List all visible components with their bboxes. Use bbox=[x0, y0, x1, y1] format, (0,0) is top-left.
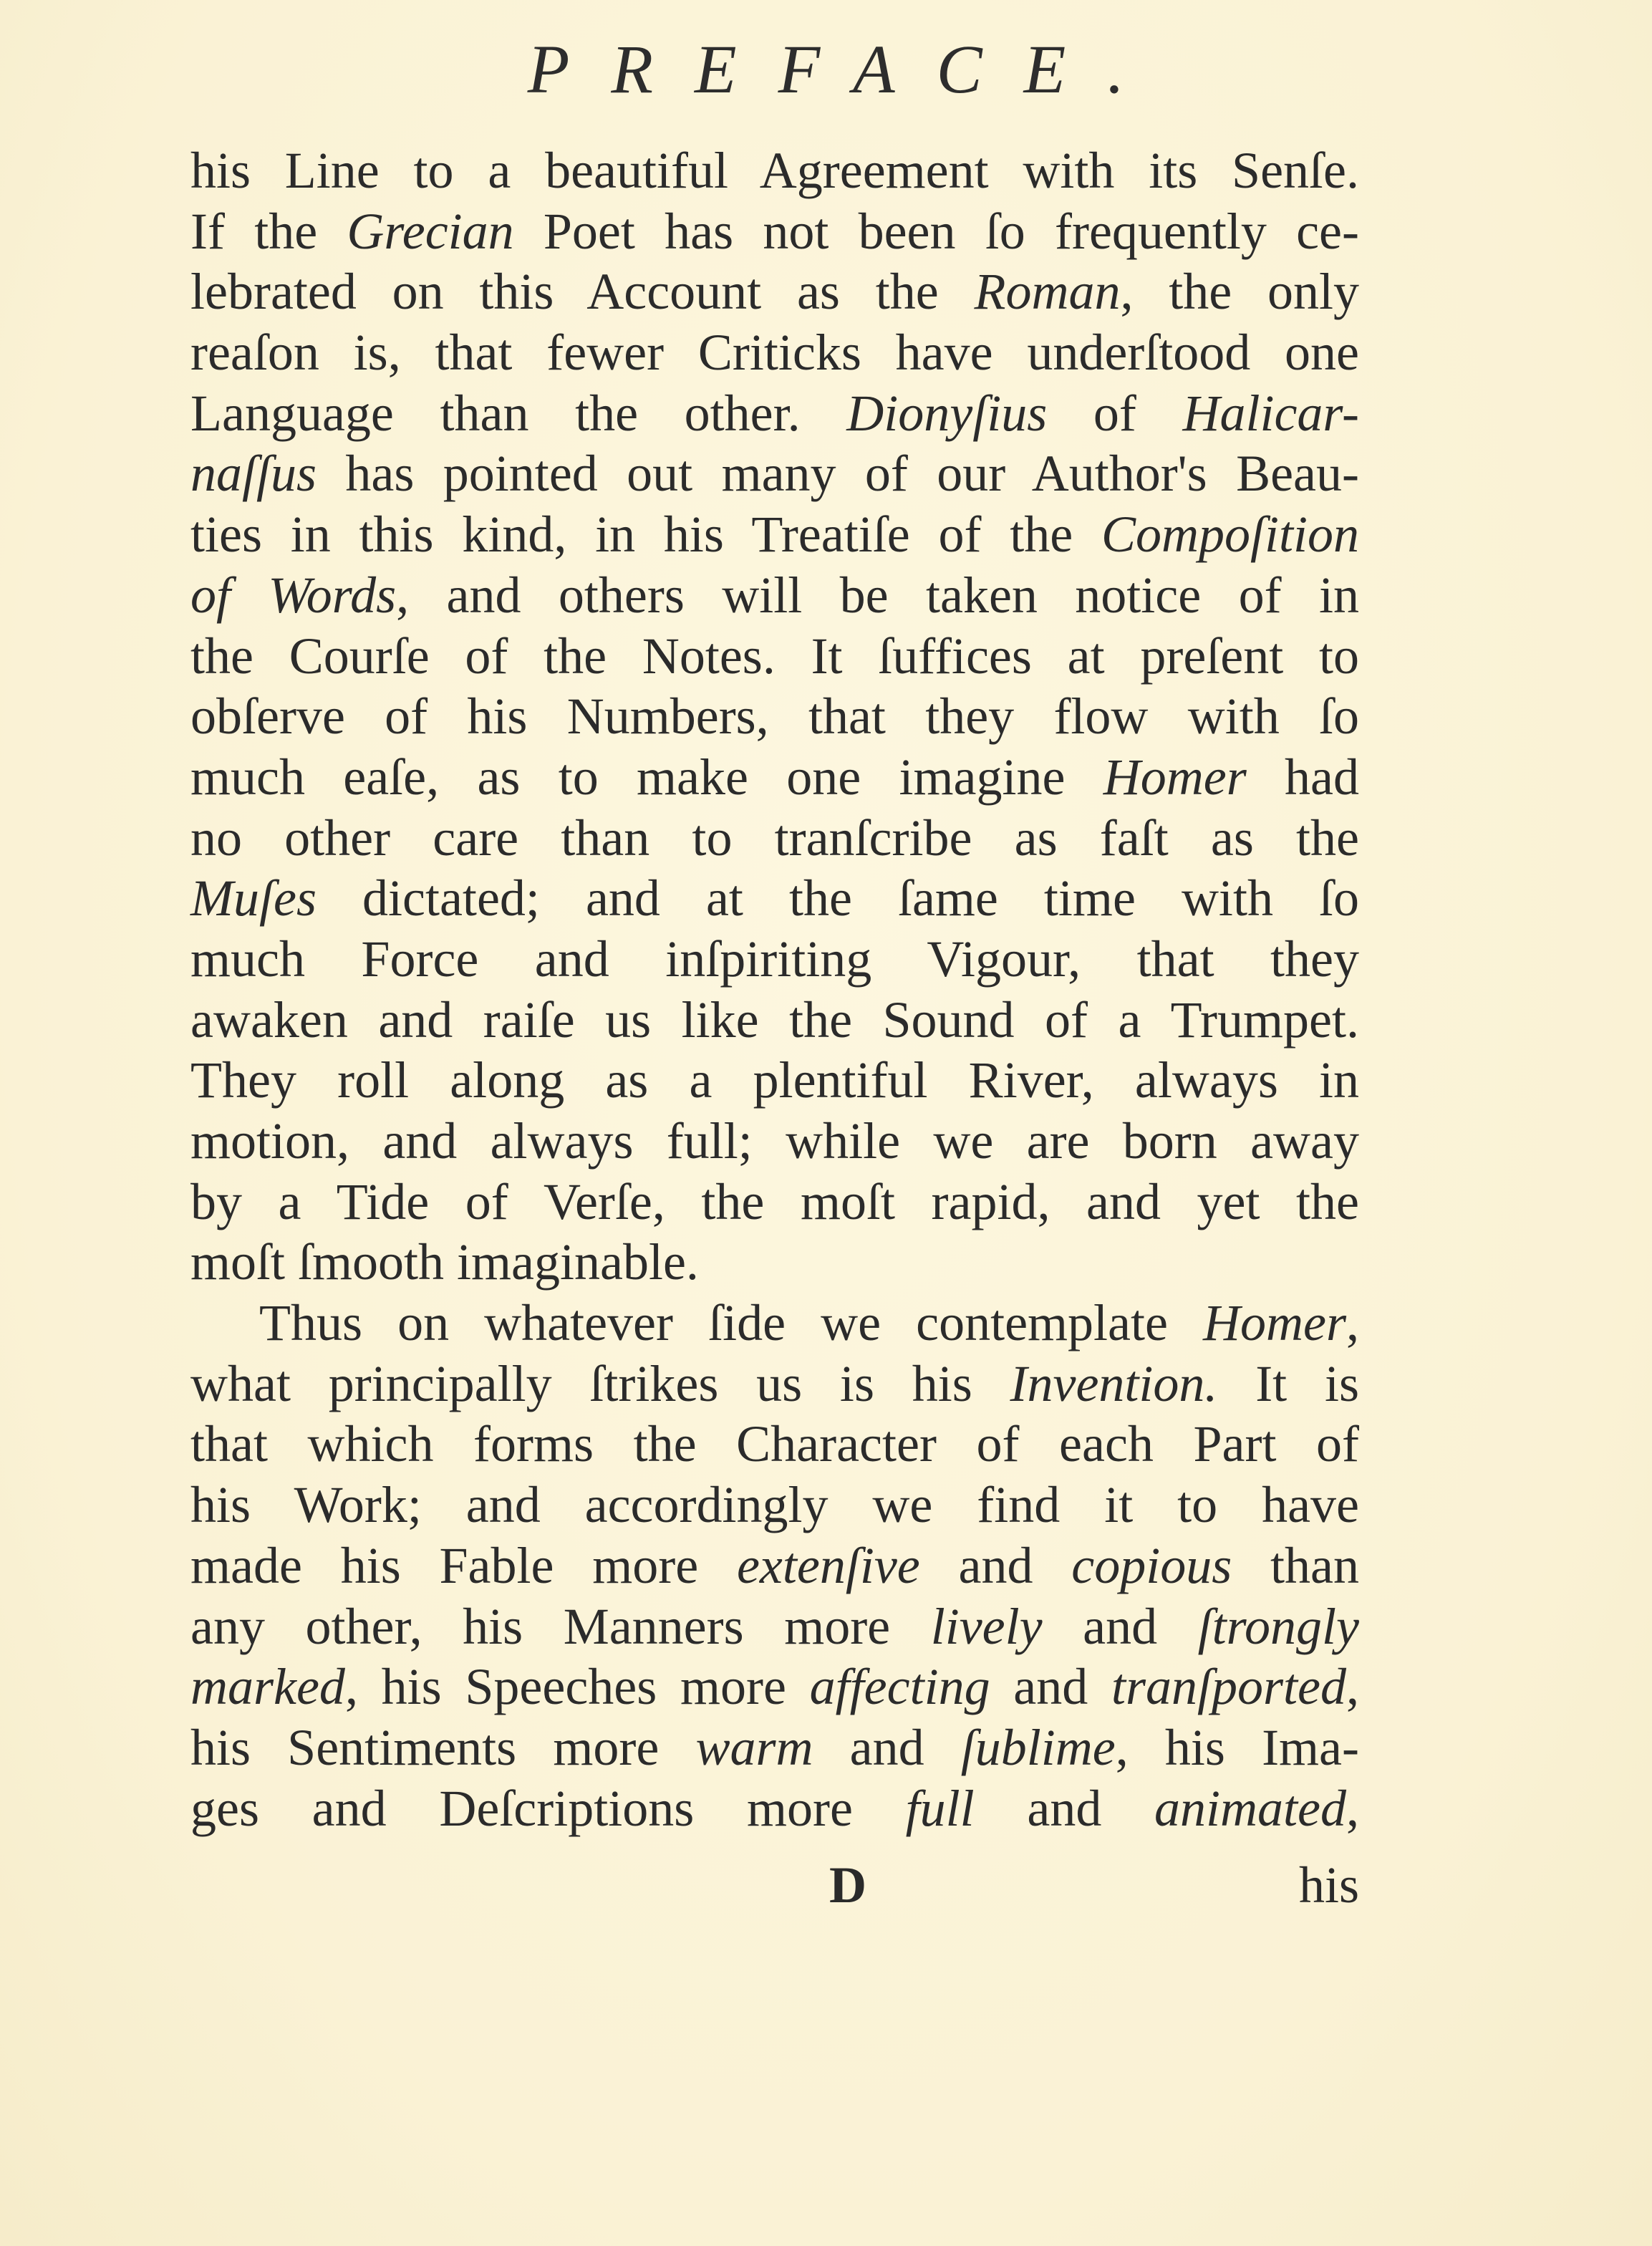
text-run: , bbox=[1346, 1294, 1359, 1352]
text-run: and bbox=[919, 1536, 1072, 1594]
text-line bbox=[190, 929, 1359, 990]
text-run: Poet has not been ſo frequently ce- bbox=[513, 202, 1359, 260]
text-run: ges and Deſcriptions more bbox=[190, 1779, 906, 1837]
italic-run: ſtrongly bbox=[1197, 1597, 1359, 1655]
text-run: , bbox=[1346, 1779, 1359, 1837]
italic-run: Homer bbox=[1103, 748, 1247, 806]
text-line bbox=[190, 1475, 1359, 1536]
text-line bbox=[190, 1596, 1359, 1657]
text-run: If the bbox=[190, 202, 347, 260]
text-run: , bbox=[1346, 1658, 1359, 1716]
text-run: of bbox=[1047, 384, 1183, 442]
text-run: and bbox=[974, 1779, 1155, 1837]
text-run: dictated; and at the ſame time with ſo bbox=[316, 869, 1359, 927]
text-line bbox=[190, 140, 1359, 201]
text-run: his Sentiments more bbox=[190, 1718, 696, 1776]
page-footer bbox=[190, 1855, 1359, 1919]
text-run: , the only bbox=[1120, 263, 1360, 321]
text-line bbox=[190, 565, 1359, 626]
running-head: PREFACE. bbox=[527, 31, 1166, 107]
text-run: much eaſe, as to make one imagine bbox=[190, 748, 1103, 806]
text-line bbox=[190, 686, 1359, 747]
italic-run: Muſes bbox=[190, 869, 317, 927]
text-line bbox=[190, 1717, 1359, 1778]
text-run: , his Speeches more bbox=[344, 1658, 810, 1716]
italic-run: full bbox=[905, 1779, 975, 1837]
text-run: reaſon is, that fewer Criticks have underſtood one bbox=[190, 324, 1359, 382]
text-run: and bbox=[813, 1718, 961, 1776]
text-run: the Courſe of the Notes. It ſuffices at preſent to bbox=[190, 627, 1359, 685]
text-line bbox=[190, 443, 1359, 504]
text-run: made his Fable more bbox=[190, 1536, 737, 1594]
text-line bbox=[190, 747, 1359, 808]
text-run: and bbox=[990, 1658, 1111, 1716]
italic-run: Roman bbox=[974, 263, 1121, 321]
text-run: has pointed out many of our Author's Beau- bbox=[317, 445, 1359, 503]
text-run: any other, his Manners more bbox=[190, 1597, 931, 1655]
italic-run: extenſive bbox=[736, 1536, 920, 1594]
text-run: , and others will be taken notice of in bbox=[396, 566, 1359, 624]
text-run: awaken and raiſe us like the Sound of a Trumpet. bbox=[190, 991, 1359, 1049]
text-run: much Force and inſpiriting Vigour, that they bbox=[190, 930, 1359, 988]
text-line bbox=[190, 1172, 1359, 1233]
italic-run: Dionyſius bbox=[846, 384, 1048, 442]
italic-run: lively bbox=[930, 1597, 1043, 1655]
text-run: motion, and always full; while we are born away bbox=[190, 1112, 1359, 1170]
text-line bbox=[190, 1414, 1359, 1475]
text-run: no other care than to tranſcribe as faſt as the bbox=[190, 809, 1359, 867]
text-line bbox=[190, 1778, 1359, 1839]
text-run: , his Ima- bbox=[1115, 1718, 1359, 1776]
italic-run: of Words bbox=[190, 566, 397, 624]
text-line bbox=[190, 383, 1359, 444]
text-line bbox=[190, 868, 1359, 929]
italic-run: Halicar- bbox=[1182, 384, 1359, 442]
text-line bbox=[190, 261, 1359, 322]
italic-run: ſublime bbox=[960, 1718, 1116, 1776]
text-line bbox=[190, 1293, 1359, 1354]
catchword: his bbox=[1298, 1856, 1359, 1914]
text-run: It is bbox=[1217, 1354, 1359, 1412]
text-line bbox=[190, 1354, 1359, 1414]
text-line bbox=[190, 1657, 1359, 1717]
italic-run: Invention. bbox=[1010, 1354, 1218, 1412]
text-line bbox=[190, 1232, 1359, 1293]
text-run: obſerve of his Numbers, that they flow with ſo bbox=[190, 688, 1359, 746]
text-run: Language than the other. bbox=[190, 384, 847, 442]
italic-run: affecting bbox=[809, 1658, 990, 1716]
text-run: ties in this kind, in his Treatiſe of the bbox=[190, 506, 1101, 564]
italic-run: copious bbox=[1071, 1536, 1232, 1594]
text-run: and bbox=[1042, 1597, 1198, 1655]
italic-run: marked bbox=[190, 1658, 345, 1716]
italic-run: animated bbox=[1154, 1779, 1346, 1837]
italic-run: warm bbox=[695, 1718, 813, 1776]
text-run: moſt ſmooth imaginable. bbox=[190, 1233, 699, 1291]
italic-run: tranſported bbox=[1111, 1658, 1346, 1716]
text-run: his Work; and accordingly we find it to have bbox=[190, 1476, 1359, 1534]
text-line bbox=[190, 1536, 1359, 1596]
text-line bbox=[190, 201, 1359, 262]
signature-mark: D bbox=[829, 1856, 866, 1914]
text-line bbox=[190, 990, 1359, 1051]
text-run: than bbox=[1232, 1536, 1359, 1594]
text-run: Thus on whatever ſide we contemplate bbox=[259, 1294, 1204, 1352]
italic-run: Homer bbox=[1203, 1294, 1346, 1352]
text-run: his Line to a beautiful Agreement with its Senſe. bbox=[190, 142, 1359, 199]
italic-run: Grecian bbox=[347, 202, 514, 260]
text-run: had bbox=[1246, 748, 1359, 806]
italic-run: naſſus bbox=[190, 445, 317, 503]
text-line bbox=[190, 504, 1359, 565]
text-line bbox=[190, 1050, 1359, 1111]
text-run: They roll along as a plentiful River, always in bbox=[190, 1051, 1359, 1109]
text-line bbox=[190, 626, 1359, 687]
text-line bbox=[190, 322, 1359, 383]
text-line bbox=[190, 808, 1359, 869]
text-line bbox=[190, 1111, 1359, 1172]
body-text bbox=[190, 140, 1359, 1838]
text-run: by a Tide of Verſe, the moſt rapid, and yet the bbox=[190, 1172, 1359, 1230]
text-run: that which forms the Character of each Part of bbox=[190, 1415, 1359, 1473]
text-run: lebrated on this Account as the bbox=[190, 263, 975, 321]
italic-run: Compoſition bbox=[1101, 506, 1359, 564]
text-run: what principally ſtrikes us is his bbox=[190, 1354, 1010, 1412]
